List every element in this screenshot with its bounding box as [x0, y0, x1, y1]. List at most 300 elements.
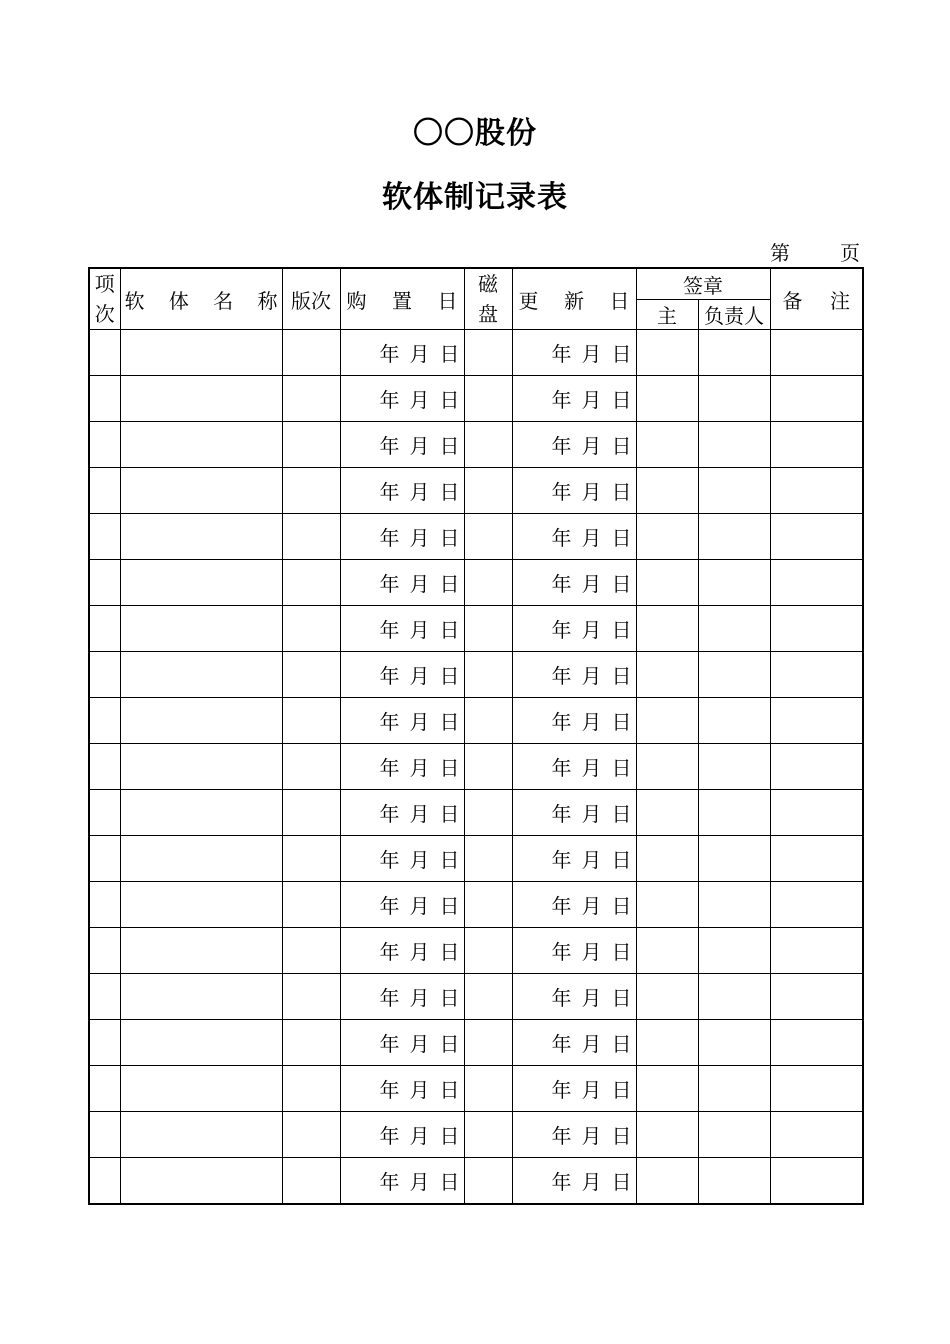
header-purchase-date-char: 日	[437, 288, 458, 313]
cell-item-no[interactable]	[89, 974, 120, 1020]
cell-disk[interactable]	[464, 1112, 512, 1158]
date-unit-day: 日	[611, 1078, 632, 1102]
date-unit-year: 年	[551, 388, 572, 412]
cell-signature-main[interactable]	[636, 514, 698, 560]
cell-signature-main[interactable]	[636, 376, 698, 422]
cell-remarks[interactable]	[770, 606, 863, 652]
date-unit-year: 年	[551, 802, 572, 826]
cell-signature-owner[interactable]	[698, 1112, 770, 1158]
cell-remarks[interactable]	[770, 1020, 863, 1066]
date-unit-month: 月	[581, 1032, 602, 1056]
date-unit-month: 月	[581, 1124, 602, 1148]
cell-software-name[interactable]	[120, 422, 282, 468]
cell-version[interactable]	[282, 836, 340, 882]
cell-disk[interactable]	[464, 560, 512, 606]
cell-software-name[interactable]	[120, 330, 282, 376]
cell-disk[interactable]	[464, 928, 512, 974]
date-unit-month: 月	[581, 618, 602, 642]
date-unit-day: 日	[611, 664, 632, 688]
cell-signature-owner[interactable]	[698, 606, 770, 652]
cell-version[interactable]	[282, 606, 340, 652]
table-row	[89, 514, 863, 560]
cell-signature-main[interactable]	[636, 1020, 698, 1066]
cell-purchase-date[interactable]	[340, 1112, 464, 1158]
date-unit-year: 年	[551, 480, 572, 504]
cell-item-no[interactable]	[89, 468, 120, 514]
cell-remarks[interactable]	[770, 330, 863, 376]
cell-signature-owner[interactable]	[698, 652, 770, 698]
cell-version[interactable]	[282, 790, 340, 836]
cell-version[interactable]	[282, 514, 340, 560]
cell-update-date[interactable]	[512, 698, 636, 744]
cell-purchase-date[interactable]	[340, 1020, 464, 1066]
date-unit-day: 日	[439, 894, 460, 918]
date-unit-year: 年	[551, 1032, 572, 1056]
record-table	[88, 267, 864, 1205]
header-item-no-line1: 项	[94, 272, 115, 296]
date-unit-month: 月	[409, 1124, 430, 1148]
date-unit-year: 年	[379, 434, 400, 458]
cell-disk[interactable]	[464, 1158, 512, 1205]
header-software-name-char: 称	[257, 288, 278, 313]
date-unit-day: 日	[611, 526, 632, 550]
header-software-name	[120, 268, 282, 330]
cell-signature-owner[interactable]	[698, 790, 770, 836]
form-title: 软体制记录表	[382, 180, 568, 215]
cell-item-no[interactable]	[89, 514, 120, 560]
cell-version[interactable]	[282, 698, 340, 744]
cell-item-no[interactable]	[89, 560, 120, 606]
date-unit-month: 月	[581, 848, 602, 872]
cell-purchase-date[interactable]	[340, 1158, 464, 1205]
cell-software-name[interactable]	[120, 514, 282, 560]
table-row	[89, 468, 863, 514]
cell-software-name[interactable]	[120, 974, 282, 1020]
date-unit-year: 年	[551, 434, 572, 458]
cell-signature-owner[interactable]	[698, 836, 770, 882]
cell-version[interactable]	[282, 1020, 340, 1066]
date-unit-month: 月	[581, 1170, 602, 1194]
cell-software-name[interactable]	[120, 698, 282, 744]
page-label-prefix: 第	[770, 241, 790, 265]
cell-item-no[interactable]	[89, 422, 120, 468]
cell-software-name[interactable]	[120, 1112, 282, 1158]
date-unit-year: 年	[551, 710, 572, 734]
cell-item-no[interactable]	[89, 698, 120, 744]
cell-purchase-date[interactable]	[340, 560, 464, 606]
cell-update-date[interactable]	[512, 606, 636, 652]
date-unit-day: 日	[439, 1124, 460, 1148]
cell-disk[interactable]	[464, 1020, 512, 1066]
date-unit-year: 年	[379, 1032, 400, 1056]
date-unit-month: 月	[409, 526, 430, 550]
cell-update-date[interactable]	[512, 422, 636, 468]
date-unit-day: 日	[439, 618, 460, 642]
cell-disk[interactable]	[464, 698, 512, 744]
table-row	[89, 928, 863, 974]
cell-item-no[interactable]	[89, 330, 120, 376]
cell-version[interactable]	[282, 882, 340, 928]
date-unit-month: 月	[581, 802, 602, 826]
date-unit-day: 日	[439, 710, 460, 734]
date-unit-year: 年	[551, 1170, 572, 1194]
cell-signature-main[interactable]	[636, 1066, 698, 1112]
date-unit-year: 年	[379, 802, 400, 826]
date-unit-year: 年	[551, 526, 572, 550]
date-unit-year: 年	[379, 388, 400, 412]
cell-version[interactable]	[282, 652, 340, 698]
cell-signature-owner[interactable]	[698, 376, 770, 422]
date-unit-day: 日	[611, 986, 632, 1010]
date-unit-month: 月	[409, 388, 430, 412]
cell-signature-owner[interactable]	[698, 1158, 770, 1205]
date-unit-month: 月	[409, 1078, 430, 1102]
cell-signature-owner[interactable]	[698, 928, 770, 974]
date-unit-month: 月	[581, 526, 602, 550]
cell-purchase-date[interactable]	[340, 790, 464, 836]
date-unit-year: 年	[379, 480, 400, 504]
cell-update-date[interactable]	[512, 1112, 636, 1158]
cell-version[interactable]	[282, 744, 340, 790]
cell-disk[interactable]	[464, 376, 512, 422]
cell-item-no[interactable]	[89, 606, 120, 652]
header-version: 版次	[282, 268, 340, 330]
cell-signature-main[interactable]	[636, 974, 698, 1020]
cell-software-name[interactable]	[120, 1020, 282, 1066]
cell-remarks[interactable]	[770, 652, 863, 698]
date-unit-day: 日	[439, 526, 460, 550]
cell-signature-owner[interactable]	[698, 744, 770, 790]
cell-update-date[interactable]	[512, 928, 636, 974]
cell-signature-owner[interactable]	[698, 514, 770, 560]
header-remarks-char: 注	[830, 288, 850, 313]
header-disk-line1: 磁	[478, 272, 498, 296]
cell-software-name[interactable]	[120, 836, 282, 882]
date-unit-year: 年	[551, 618, 572, 642]
date-unit-day: 日	[439, 756, 460, 780]
cell-remarks[interactable]	[770, 928, 863, 974]
header-update-date	[512, 268, 636, 330]
cell-signature-main[interactable]	[636, 744, 698, 790]
cell-software-name[interactable]	[120, 468, 282, 514]
cell-update-date[interactable]	[512, 1020, 636, 1066]
date-unit-day: 日	[611, 1124, 632, 1148]
cell-disk[interactable]	[464, 468, 512, 514]
cell-update-date[interactable]	[512, 974, 636, 1020]
cell-signature-owner[interactable]	[698, 1020, 770, 1066]
cell-update-date[interactable]	[512, 560, 636, 606]
date-unit-day: 日	[439, 802, 460, 826]
cell-item-no[interactable]	[89, 744, 120, 790]
cell-signature-main[interactable]	[636, 468, 698, 514]
cell-update-date[interactable]	[512, 468, 636, 514]
header-update-date-char: 日	[609, 288, 630, 313]
cell-signature-main[interactable]	[636, 1158, 698, 1205]
cell-disk[interactable]	[464, 1066, 512, 1112]
date-unit-year: 年	[379, 1078, 400, 1102]
cell-disk[interactable]	[464, 790, 512, 836]
cell-signature-main[interactable]	[636, 330, 698, 376]
date-unit-month: 月	[581, 894, 602, 918]
cell-signature-main[interactable]	[636, 606, 698, 652]
date-unit-day: 日	[439, 940, 460, 964]
cell-signature-main[interactable]	[636, 422, 698, 468]
cell-remarks[interactable]	[770, 1066, 863, 1112]
cell-purchase-date[interactable]	[340, 882, 464, 928]
cell-update-date[interactable]	[512, 514, 636, 560]
table-row	[89, 1112, 863, 1158]
cell-purchase-date[interactable]	[340, 606, 464, 652]
date-unit-year: 年	[379, 710, 400, 734]
cell-remarks[interactable]	[770, 514, 863, 560]
date-unit-day: 日	[611, 802, 632, 826]
cell-item-no[interactable]	[89, 836, 120, 882]
cell-software-name[interactable]	[120, 1158, 282, 1205]
date-unit-day: 日	[611, 342, 632, 366]
date-unit-year: 年	[551, 664, 572, 688]
cell-remarks[interactable]	[770, 974, 863, 1020]
cell-update-date[interactable]	[512, 1066, 636, 1112]
date-unit-month: 月	[409, 894, 430, 918]
date-unit-month: 月	[409, 618, 430, 642]
date-unit-day: 日	[611, 1032, 632, 1056]
cell-update-date[interactable]	[512, 744, 636, 790]
cell-signature-owner[interactable]	[698, 422, 770, 468]
cell-signature-owner[interactable]	[698, 330, 770, 376]
cell-disk[interactable]	[464, 836, 512, 882]
cell-signature-owner[interactable]	[698, 560, 770, 606]
cell-remarks[interactable]	[770, 836, 863, 882]
date-unit-year: 年	[379, 848, 400, 872]
cell-signature-main[interactable]	[636, 560, 698, 606]
date-unit-day: 日	[611, 618, 632, 642]
date-unit-day: 日	[611, 434, 632, 458]
date-unit-month: 月	[409, 940, 430, 964]
date-unit-day: 日	[439, 342, 460, 366]
table-row	[89, 376, 863, 422]
cell-purchase-date[interactable]	[340, 422, 464, 468]
cell-remarks[interactable]	[770, 376, 863, 422]
date-unit-month: 月	[409, 572, 430, 596]
cell-software-name[interactable]	[120, 744, 282, 790]
cell-item-no[interactable]	[89, 882, 120, 928]
table-row	[89, 744, 863, 790]
cell-signature-owner[interactable]	[698, 882, 770, 928]
cell-item-no[interactable]	[89, 1158, 120, 1205]
cell-purchase-date[interactable]	[340, 376, 464, 422]
table-row	[89, 1066, 863, 1112]
date-unit-year: 年	[379, 940, 400, 964]
cell-item-no[interactable]	[89, 928, 120, 974]
cell-remarks[interactable]	[770, 744, 863, 790]
cell-disk[interactable]	[464, 606, 512, 652]
company-name: 〇〇股份	[413, 116, 537, 151]
table-row	[89, 836, 863, 882]
cell-version[interactable]	[282, 1112, 340, 1158]
cell-software-name[interactable]	[120, 652, 282, 698]
table-row	[89, 790, 863, 836]
header-update-date-char: 新	[564, 288, 584, 313]
cell-software-name[interactable]	[120, 928, 282, 974]
date-unit-month: 月	[581, 940, 602, 964]
header-remarks-char: 备	[782, 288, 803, 313]
date-unit-day: 日	[439, 388, 460, 412]
cell-purchase-date[interactable]	[340, 652, 464, 698]
cell-item-no[interactable]	[89, 652, 120, 698]
date-unit-day: 日	[439, 572, 460, 596]
date-unit-year: 年	[379, 664, 400, 688]
date-unit-month: 月	[581, 342, 602, 366]
cell-update-date[interactable]	[512, 1158, 636, 1205]
page-number-label	[770, 237, 860, 263]
date-unit-month: 月	[409, 710, 430, 734]
cell-version[interactable]	[282, 468, 340, 514]
cell-software-name[interactable]	[120, 606, 282, 652]
date-unit-year: 年	[551, 940, 572, 964]
cell-signature-main[interactable]	[636, 1112, 698, 1158]
cell-item-no[interactable]	[89, 1066, 120, 1112]
cell-purchase-date[interactable]	[340, 698, 464, 744]
cell-purchase-date[interactable]	[340, 928, 464, 974]
cell-signature-owner[interactable]	[698, 1066, 770, 1112]
cell-disk[interactable]	[464, 422, 512, 468]
cell-signature-main[interactable]	[636, 836, 698, 882]
table-row	[89, 652, 863, 698]
date-unit-year: 年	[551, 894, 572, 918]
date-unit-month: 月	[409, 664, 430, 688]
cell-disk[interactable]	[464, 974, 512, 1020]
cell-update-date[interactable]	[512, 882, 636, 928]
header-purchase-date	[340, 268, 464, 330]
cell-purchase-date[interactable]	[340, 514, 464, 560]
cell-remarks[interactable]	[770, 1112, 863, 1158]
date-unit-month: 月	[409, 802, 430, 826]
cell-update-date[interactable]	[512, 652, 636, 698]
cell-update-date[interactable]	[512, 790, 636, 836]
header-signature-group: 签章	[636, 268, 770, 300]
date-unit-month: 月	[409, 480, 430, 504]
cell-remarks[interactable]	[770, 698, 863, 744]
date-unit-day: 日	[439, 1170, 460, 1194]
date-unit-month: 月	[409, 848, 430, 872]
cell-purchase-date[interactable]	[340, 330, 464, 376]
cell-purchase-date[interactable]	[340, 744, 464, 790]
cell-software-name[interactable]	[120, 790, 282, 836]
date-unit-day: 日	[439, 1078, 460, 1102]
cell-item-no[interactable]	[89, 1020, 120, 1066]
cell-update-date[interactable]	[512, 376, 636, 422]
date-unit-year: 年	[551, 1078, 572, 1102]
cell-remarks[interactable]	[770, 790, 863, 836]
cell-update-date[interactable]	[512, 330, 636, 376]
table-row	[89, 1020, 863, 1066]
cell-software-name[interactable]	[120, 1066, 282, 1112]
cell-purchase-date[interactable]	[340, 1066, 464, 1112]
cell-signature-owner[interactable]	[698, 698, 770, 744]
date-unit-month: 月	[581, 434, 602, 458]
cell-item-no[interactable]	[89, 376, 120, 422]
cell-software-name[interactable]	[120, 882, 282, 928]
header-software-name-char: 名	[213, 288, 234, 313]
date-unit-year: 年	[379, 342, 400, 366]
cell-signature-main[interactable]	[636, 790, 698, 836]
table-row	[89, 606, 863, 652]
cell-purchase-date[interactable]	[340, 974, 464, 1020]
cell-disk[interactable]	[464, 744, 512, 790]
date-unit-month: 月	[581, 710, 602, 734]
header-signature-main: 主	[636, 300, 698, 330]
cell-version[interactable]	[282, 1158, 340, 1205]
header-update-date-char: 更	[518, 288, 539, 313]
date-unit-day: 日	[439, 480, 460, 504]
date-unit-month: 月	[409, 1170, 430, 1194]
date-unit-year: 年	[551, 1124, 572, 1148]
date-unit-day: 日	[439, 986, 460, 1010]
cell-version[interactable]	[282, 1066, 340, 1112]
cell-version[interactable]	[282, 974, 340, 1020]
date-unit-month: 月	[409, 1032, 430, 1056]
cell-purchase-date[interactable]	[340, 836, 464, 882]
cell-software-name[interactable]	[120, 560, 282, 606]
header-item-no-line2: 次	[94, 302, 115, 326]
header-software-name-char: 体	[168, 288, 189, 313]
date-unit-day: 日	[611, 894, 632, 918]
header-signature-owner: 负责人	[698, 300, 770, 330]
cell-version[interactable]	[282, 330, 340, 376]
cell-remarks[interactable]	[770, 422, 863, 468]
date-unit-day: 日	[611, 848, 632, 872]
cell-signature-main[interactable]	[636, 882, 698, 928]
cell-signature-owner[interactable]	[698, 974, 770, 1020]
cell-remarks[interactable]	[770, 468, 863, 514]
cell-signature-main[interactable]	[636, 928, 698, 974]
cell-disk[interactable]	[464, 514, 512, 560]
date-unit-year: 年	[379, 618, 400, 642]
date-unit-year: 年	[551, 342, 572, 366]
cell-disk[interactable]	[464, 882, 512, 928]
cell-item-no[interactable]	[89, 790, 120, 836]
cell-version[interactable]	[282, 928, 340, 974]
cell-remarks[interactable]	[770, 1158, 863, 1205]
cell-disk[interactable]	[464, 330, 512, 376]
table-row	[89, 974, 863, 1020]
date-unit-day: 日	[611, 710, 632, 734]
cell-software-name[interactable]	[120, 376, 282, 422]
header-purchase-date-char: 置	[392, 288, 412, 313]
date-unit-day: 日	[611, 388, 632, 412]
date-unit-month: 月	[581, 664, 602, 688]
date-unit-month: 月	[581, 1078, 602, 1102]
date-unit-day: 日	[439, 434, 460, 458]
cell-disk[interactable]	[464, 652, 512, 698]
cell-signature-owner[interactable]	[698, 468, 770, 514]
cell-version[interactable]	[282, 560, 340, 606]
cell-signature-main[interactable]	[636, 698, 698, 744]
cell-item-no[interactable]	[89, 1112, 120, 1158]
cell-update-date[interactable]	[512, 836, 636, 882]
header-remarks	[770, 268, 863, 330]
cell-remarks[interactable]	[770, 882, 863, 928]
cell-version[interactable]	[282, 376, 340, 422]
cell-remarks[interactable]	[770, 560, 863, 606]
date-unit-day: 日	[439, 1032, 460, 1056]
cell-version[interactable]	[282, 422, 340, 468]
table-row	[89, 330, 863, 376]
cell-purchase-date[interactable]	[340, 468, 464, 514]
cell-signature-main[interactable]	[636, 652, 698, 698]
date-unit-day: 日	[439, 664, 460, 688]
date-unit-year: 年	[551, 756, 572, 780]
